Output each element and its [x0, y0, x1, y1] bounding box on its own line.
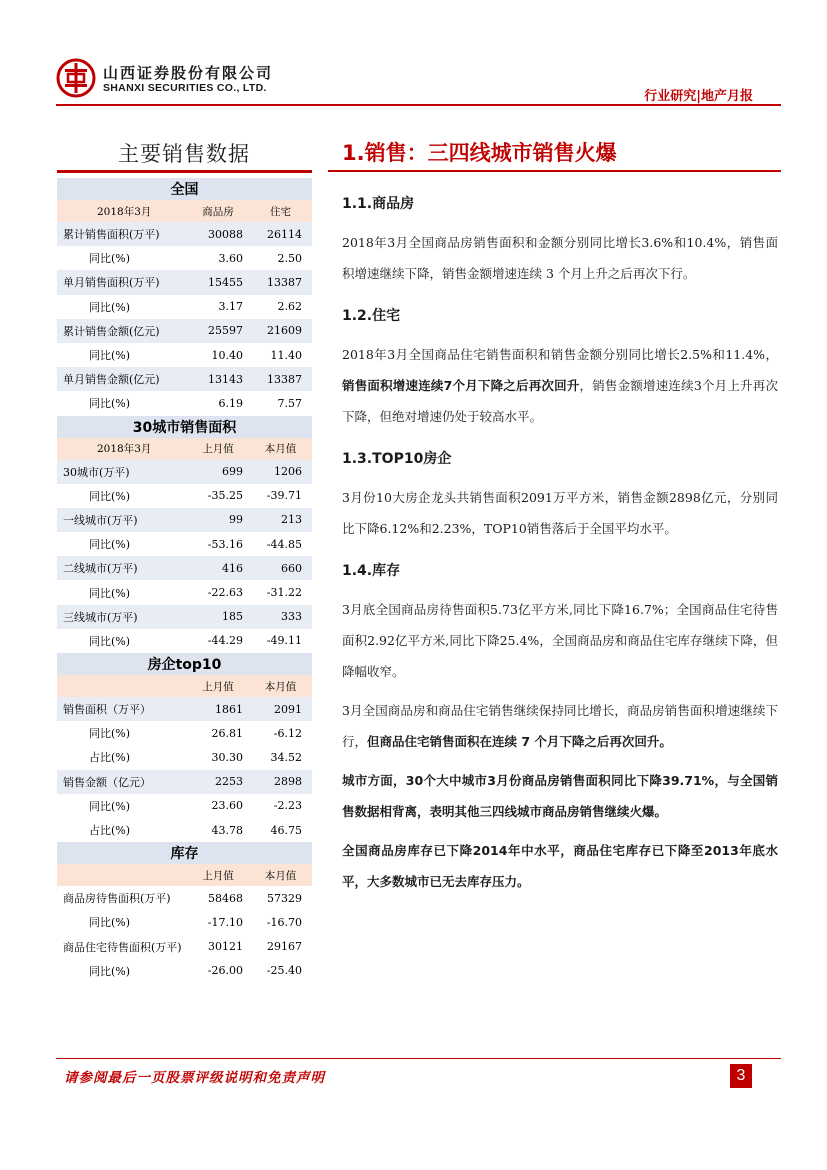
- table-row: [57, 222, 312, 246]
- cell-value: 46.75: [270, 823, 302, 837]
- table-row: [57, 818, 312, 842]
- header-cell: 本月值: [264, 869, 297, 882]
- company-logo-icon: [56, 58, 96, 98]
- paragraph: [342, 339, 778, 432]
- sidebar-title-divider: [57, 170, 312, 173]
- table-section-title: 库存: [57, 842, 312, 864]
- cell-value: 58468: [208, 891, 243, 905]
- table-row: [57, 246, 312, 270]
- cell-value: -39.71: [266, 489, 302, 503]
- table-row: [57, 343, 312, 367]
- table-section-title: 30城市销售面积: [57, 416, 312, 438]
- cell-value: 57329: [267, 891, 302, 905]
- row-label: 同比(%): [89, 300, 131, 314]
- paragraph: 3月底全国商品房待售面积5.73亿平方米,同比下降16.7%；全国商品住宅待售面积2.92亿平方米,同比下降25.4%，全国商品房和商品住宅库存继续下降，但降幅收窄。: [342, 602, 778, 679]
- row-label: 同比(%): [89, 349, 131, 363]
- cell-value: 21609: [267, 324, 302, 338]
- header-cell: 本月值: [264, 680, 297, 693]
- cell-value: -2.23: [273, 799, 302, 813]
- row-label: 同比(%): [89, 634, 131, 648]
- disclaimer-note: 请参阅最后一页股票评级说明和免责声明: [64, 1070, 325, 1086]
- table-row: [57, 319, 312, 343]
- row-label: 占比(%): [89, 824, 131, 838]
- table-row: [57, 745, 312, 769]
- cell-value: 11.40: [270, 348, 302, 362]
- header-cell: 上月值: [202, 443, 234, 455]
- row-label: 三线城市(万平): [63, 610, 138, 624]
- table-row: [57, 605, 312, 629]
- cell-value: 30121: [208, 940, 243, 954]
- cell-value: 10.40: [211, 348, 243, 362]
- company-name-en: SHANXI SECURITIES CO., LTD.: [103, 82, 267, 94]
- row-label: 单月销售金额(亿元): [63, 373, 160, 387]
- row-label: 30城市(万平): [63, 465, 130, 479]
- cell-value: -53.16: [207, 537, 243, 551]
- paragraph-text: 3月全国商品房和商品住宅销售继续保持同比增长，商品房销售面积增速继续下行，: [342, 703, 778, 749]
- paragraph: 2018年3月全国商品房销售面积和金额分别同比增长3.6%和10.4%，销售面积增速继续下降，销售金额增速连续 3 个月上升之后再次下行。: [342, 235, 778, 281]
- cell-value: 2.50: [277, 251, 302, 265]
- table-row: [57, 629, 312, 653]
- row-label: 同比(%): [89, 538, 131, 552]
- paragraph: 全国商品房库存已下降2014年中水平，商品住宅库存已下降至2013年底水平，大多数城市已无去库存压力。: [342, 843, 778, 889]
- header-cell: 上月值: [202, 680, 234, 693]
- cell-value: -44.85: [266, 537, 302, 551]
- header-cell: 2018年3月: [97, 205, 152, 218]
- cell-value: 2091: [274, 702, 302, 716]
- row-label: 一线城市(万平): [63, 513, 138, 527]
- company-name-cn: 山西证券股份有限公司: [103, 64, 274, 82]
- row-label: 同比(%): [89, 252, 131, 266]
- row-label: 同比(%): [89, 799, 131, 813]
- row-label: 商品住宅待售面积(万平): [63, 940, 182, 954]
- cell-value: 1206: [274, 465, 302, 479]
- table-row: [57, 391, 312, 415]
- row-label: 同比(%): [89, 586, 131, 600]
- paragraph: 城市方面，30个大中城市3月份商品房销售面积同比下降39.71%，与全国销售数据相背离，表明其他三四线城市商品房销售继续火爆。: [342, 773, 778, 819]
- table-row: [57, 721, 312, 745]
- row-label: 商品房待售面积(万平): [63, 892, 171, 906]
- table-row: [57, 770, 312, 794]
- paragraph: 3月份10大房企龙头共销售面积2091万平方米，销售金额2898亿元，分别同比下降6.12%和2.23%，TOP10销售落后于全国平均水平。: [342, 490, 778, 536]
- page-number: 3: [730, 1064, 752, 1088]
- subsection-heading: 1.3.TOP10房企: [342, 451, 452, 467]
- table-row: [57, 367, 312, 391]
- paragraph-emphasis: 但商品住宅销售面积在连续 7 个月下降之后再次回升。: [367, 734, 672, 749]
- cell-value: -25.40: [266, 964, 302, 978]
- cell-value: 99: [229, 513, 243, 527]
- table-row: [57, 910, 312, 934]
- cell-value: -31.22: [266, 586, 302, 600]
- cell-value: 333: [281, 610, 302, 624]
- cell-value: 6.19: [218, 396, 243, 410]
- cell-value: 13143: [208, 372, 243, 386]
- sales-data-sidebar: [57, 178, 312, 983]
- cell-value: 25597: [208, 324, 243, 338]
- cell-value: 3.17: [218, 300, 243, 314]
- cell-value: 30.30: [211, 750, 243, 764]
- table-row: [57, 270, 312, 294]
- cell-value: 660: [281, 561, 302, 575]
- header-cell: 本月值: [264, 443, 297, 455]
- table-row: [57, 580, 312, 604]
- row-label: 累计销售面积(万平): [63, 228, 160, 242]
- header-cell: 上月值: [202, 869, 234, 882]
- cell-value: -22.63: [207, 586, 243, 600]
- paragraph-text: 2018年3月全国商品住宅销售面积和销售金额分别同比增长2.5%和11.4%，: [342, 347, 778, 362]
- row-label: 累计销售金额(亿元): [63, 324, 160, 338]
- table-row: [57, 460, 312, 484]
- cell-value: 185: [222, 610, 243, 624]
- report-category-tag: 行业研究|地产月报: [644, 89, 753, 104]
- header-cell: 住宅: [270, 205, 291, 218]
- paragraph: [342, 695, 778, 757]
- table-row: [57, 556, 312, 580]
- cell-value: -6.12: [273, 726, 302, 740]
- cell-value: 43.78: [211, 823, 243, 837]
- table-row: [57, 295, 312, 319]
- cell-value: 1861: [215, 702, 243, 716]
- footer-divider: [56, 1058, 781, 1059]
- cell-value: 15455: [208, 275, 243, 289]
- header-cell: 商品房: [202, 205, 234, 218]
- row-label: 同比(%): [89, 916, 131, 930]
- cell-value: 2253: [215, 775, 243, 789]
- row-label: 二线城市(万平): [63, 562, 138, 576]
- subsection-heading: 1.1.商品房: [342, 196, 415, 212]
- row-label: 销售金额（亿元）: [63, 775, 151, 789]
- row-label: 同比(%): [89, 397, 131, 411]
- table-row: [57, 886, 312, 910]
- cell-value: 3.60: [218, 251, 243, 265]
- sidebar-title: 主要销售数据: [118, 142, 250, 166]
- page-header: [0, 0, 827, 110]
- row-label: 单月销售面积(万平): [63, 276, 160, 290]
- cell-value: -49.11: [266, 634, 302, 648]
- cell-value: 13387: [267, 372, 302, 386]
- table-row: [57, 532, 312, 556]
- cell-value: 699: [222, 465, 243, 479]
- cell-value: -26.00: [207, 964, 243, 978]
- cell-value: 26.81: [211, 726, 243, 740]
- cell-value: 23.60: [211, 799, 243, 813]
- cell-value: 213: [281, 513, 302, 527]
- table-row: [57, 697, 312, 721]
- cell-value: 29167: [267, 940, 302, 954]
- table-row: [57, 959, 312, 983]
- table-section-title: 房企top10: [57, 653, 312, 675]
- row-label: 同比(%): [89, 489, 131, 503]
- cell-value: 13387: [267, 275, 302, 289]
- table-row: [57, 935, 312, 959]
- cell-value: 416: [222, 561, 243, 575]
- cell-value: -35.25: [207, 489, 243, 503]
- table-header-row: [57, 438, 312, 460]
- table-row: [57, 794, 312, 818]
- row-label: 同比(%): [89, 727, 131, 741]
- cell-value: 30088: [208, 227, 243, 241]
- table-row: [57, 508, 312, 532]
- cell-value: 7.57: [277, 396, 302, 410]
- table-header-row: [57, 864, 312, 886]
- cell-value: 2898: [274, 775, 302, 789]
- section-title: 1.销售：三四线城市销售火爆: [342, 141, 617, 165]
- cell-value: 2.62: [277, 300, 302, 314]
- table-header-row: [57, 675, 312, 697]
- header-cell: 2018年3月: [97, 443, 152, 455]
- table-row: [57, 484, 312, 508]
- row-label: 同比(%): [89, 964, 131, 978]
- header-divider: [56, 104, 781, 106]
- cell-value: 26114: [267, 227, 302, 241]
- cell-value: -17.10: [207, 915, 243, 929]
- report-body: [342, 178, 778, 897]
- table-header-row: [57, 200, 312, 222]
- subsection-heading: 1.4.库存: [342, 563, 401, 579]
- subsection-heading: 1.2.住宅: [342, 308, 401, 324]
- row-label: 销售面积（万平）: [63, 703, 151, 717]
- cell-value: -44.29: [207, 634, 243, 648]
- paragraph-emphasis: 销售面积增速连续7个月下降之后再次回升: [342, 378, 580, 393]
- cell-value: 34.52: [270, 750, 302, 764]
- section-title-divider: [328, 170, 781, 172]
- table-section-title: 全国: [57, 178, 312, 200]
- row-label: 占比(%): [89, 751, 131, 765]
- cell-value: -16.70: [266, 915, 302, 929]
- paragraph-text: ，销售金额增速连续3个月上升再次下降，但绝对增速仍处于较高水平。: [342, 378, 778, 424]
